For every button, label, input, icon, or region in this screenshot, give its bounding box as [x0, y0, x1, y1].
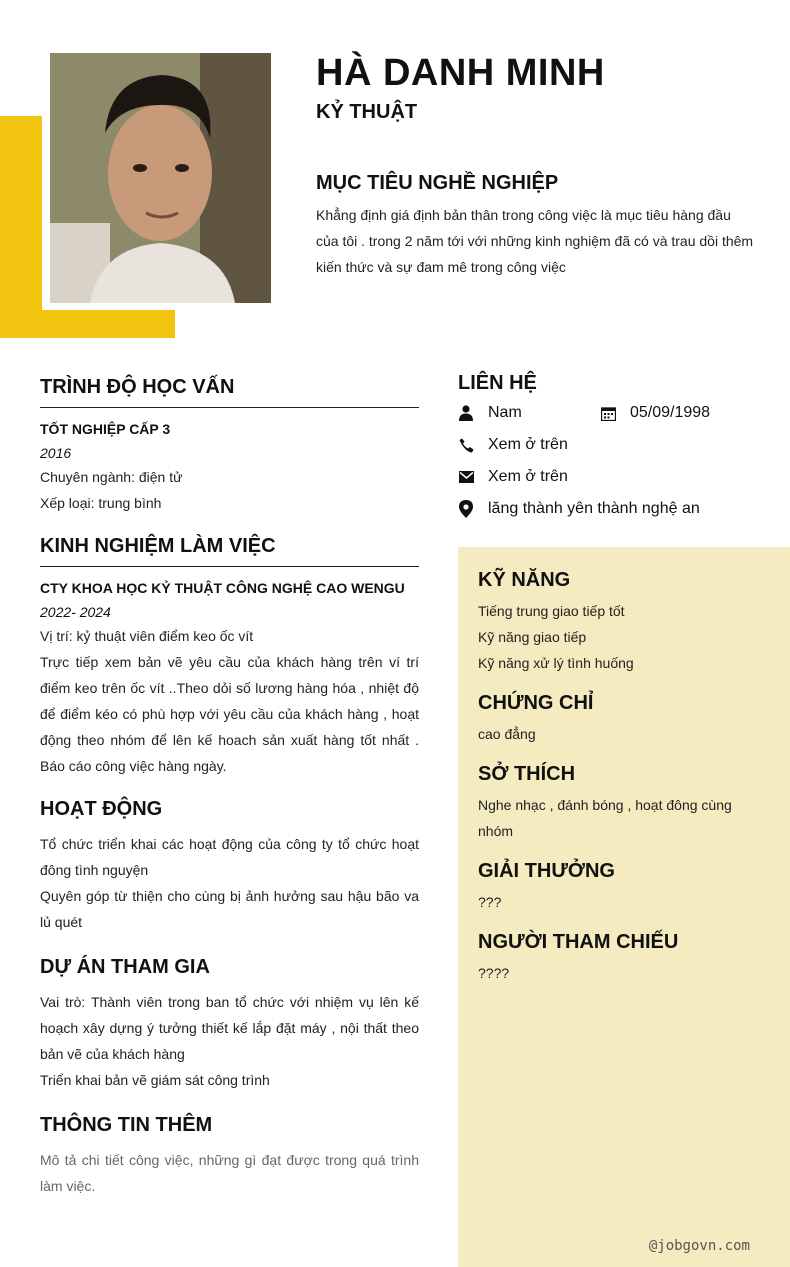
contact-row-gender-birthday [458, 397, 788, 429]
references-title: NGƯỜI THAM CHIẾU [478, 931, 679, 953]
projects-section [40, 956, 419, 1093]
person-icon [458, 405, 474, 421]
activities-title: HOẠT ĐỘNG [40, 798, 163, 820]
education-rank: Xếp loại: trung bình [40, 495, 162, 511]
skill-item: Tiếng trung giao tiếp tốt [478, 603, 625, 619]
education-school: TỐT NGHIỆP CẤP 3 [40, 421, 171, 437]
certificates-section [478, 692, 768, 747]
contact-gender: Nam [488, 404, 522, 421]
skill-item: Kỹ năng giao tiếp [478, 629, 587, 645]
activities-section [40, 798, 419, 935]
more-info-section [40, 1114, 419, 1199]
calendar-icon [600, 405, 616, 421]
experience-company: CTY KHOA HỌC KỶ THUẬT CÔNG NGHỆ CAO WENGU [40, 580, 405, 596]
education-year: 2016 [40, 445, 72, 461]
activity-item: Quyên góp từ thiện cho cùng bị ảnh hưởng sau hậu bão va lủ quét [40, 888, 419, 930]
projects-title: DỰ ÁN THAM GIA [40, 956, 210, 978]
mail-icon [458, 469, 474, 485]
hobbies-title: SỞ THÍCH [478, 763, 576, 785]
references-section [478, 931, 768, 986]
education-major: Chuyên ngành: điện tử [40, 469, 183, 485]
profile-photo-drawing [50, 53, 271, 303]
accent-bar-horizontal [0, 310, 175, 338]
activity-item: Tổ chức triển khai các hoạt động của công ty tổ chức hoạt đông tình nguyện [40, 836, 419, 878]
certificates-text: cao đẳng [478, 726, 536, 742]
references-text: ???? [478, 965, 510, 981]
contact-row-email [458, 461, 788, 493]
objective-title: MỤC TIÊU NGHỀ NGHIỆP [316, 172, 559, 194]
education-section [40, 376, 419, 516]
candidate-name: HÀ DANH MINH [316, 52, 605, 94]
hobbies-section [478, 763, 768, 844]
contact-address: lăng thành yên thành nghệ an [488, 500, 700, 517]
awards-title: GIẢI THƯỞNG [478, 860, 615, 882]
experience-title: KINH NGHIỆM LÀM VIỆC [40, 535, 419, 567]
contact-row-phone [458, 429, 788, 461]
phone-icon [458, 437, 474, 453]
education-title: TRÌNH ĐỘ HỌC VẤN [40, 376, 419, 408]
experience-section [40, 535, 419, 779]
skill-item: Kỹ năng xử lý tình huống [478, 655, 634, 671]
contact-row-address [458, 493, 788, 525]
more-info-text: Mô tả chi tiết công việc, những gì đạt được trong quá trình làm việc. [40, 1152, 419, 1194]
profile-photo [50, 53, 271, 303]
contact-title: LIÊN HỆ [458, 372, 537, 394]
watermark: @jobgovn.com [648, 1238, 750, 1254]
awards-section [478, 860, 768, 915]
location-pin-icon [458, 501, 474, 517]
job-title: KỶ THUẬT [316, 101, 418, 123]
contact-birthday: 05/09/1998 [630, 404, 711, 421]
experience-description: Trực tiếp xem bản vẽ yêu cầu của khách hàng trên ví trí điểm keo trên ốc vít ..Theo dỏi số lương hàng hóa , nhiệt độ để điểm kéo có phù hợp với yêu cầu của khách hàng , hoạt động theo nhóm để lên kế hoach sản xuất hàng tốt nhất . Báo cáo công việc hàng ngày. [40, 654, 419, 774]
skills-section [478, 569, 768, 676]
certificates-title: CHỨNG CHỈ [478, 692, 594, 714]
contact-phone[interactable]: Xem ở trên [488, 436, 568, 453]
skills-title: KỸ NĂNG [478, 569, 571, 591]
project-item: Triển khai bản vẽ giám sát công trình [40, 1072, 270, 1088]
side-panel [458, 547, 790, 1267]
project-item: Vai trò: Thành viên trong ban tổ chức với nhiệm vụ lên kế hoạch xây dựng ý tưởng thiết kế lắp đặt máy , nội thất theo bản vẽ của khách hàng [40, 994, 419, 1062]
accent-bar-vertical [0, 116, 42, 338]
contact-section [458, 372, 788, 525]
hobbies-text: Nghe nhạc , đánh bóng , hoạt đông cùng nhóm [478, 797, 732, 839]
awards-text: ??? [478, 894, 502, 910]
contact-email[interactable]: Xem ở trên [488, 468, 568, 485]
experience-position: Vị trí: kỷ thuật viên điểm keo ốc vít [40, 628, 254, 644]
objective-text: Khẳng định giá định bản thân trong công việc là mục tiêu hàng đầu của tôi . trong 2 năm tới với những kinh nghiệm đã có và trau dồi thêm kiến thức và sự đam mê trong công việc [316, 207, 754, 275]
experience-period: 2022- 2024 [40, 604, 111, 620]
more-info-title: THÔNG TIN THÊM [40, 1114, 213, 1136]
